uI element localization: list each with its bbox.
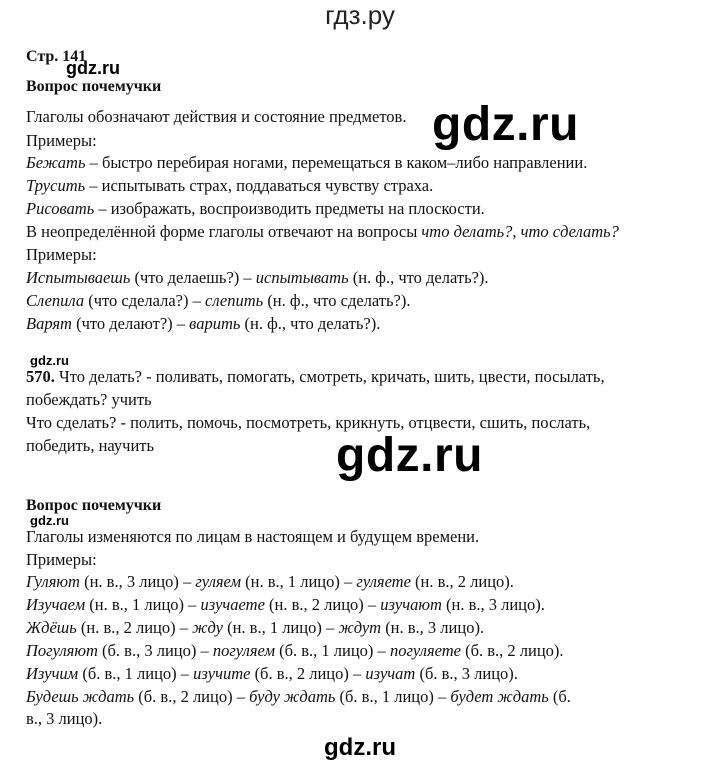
word: Изучим [26,664,79,683]
conjugation-row [26,686,571,708]
conjugation-row [26,640,564,662]
definition: – быстро перебирая ногами, перемещаться в каком–либо направлении. [85,153,588,172]
note: (б. в., 3 лицо) – [97,641,213,660]
exercise-line: Что сделать? - полить, помочь, посмотреть, крикнуть, отцвести, сшить, послать, [26,413,591,432]
footer-watermark[interactable]: gdz.ru [324,734,396,761]
word: изучат [365,664,416,683]
example-line [26,267,489,289]
word: изучают [380,595,442,614]
page-number: Стр. 141 [26,48,87,65]
section-heading: Вопрос почемучки [26,497,162,514]
word: испытывать [255,268,349,287]
word: Будешь ждать [26,687,135,706]
note: (б. в., 3 лицо). [415,664,518,683]
separator: , [512,222,521,241]
examples-label: Примеры: [26,550,97,569]
paragraph-line: Глаголы обозначают действия и состояние предметов. [26,107,407,126]
definition: – изображать, воспроизводить предметы на плоскости. [94,199,485,218]
note: (н. в., 2 лицо) – [264,595,381,614]
definition: – испытывать страх, поддаваться чувству страха. [85,176,434,195]
note: (н. в., 1 лицо) – [222,618,339,637]
word: изучите [193,664,251,683]
word: Варят [26,314,72,333]
word: варить [189,314,241,333]
note: (б. в., 1 лицо) – [335,687,451,706]
exercise-line: победить, научить [26,436,155,455]
exercise-text: Что делать? - поливать, помогать, смотреть, кричать, шить, цвести, посылать, [54,367,605,386]
note: (б. в., 1 лицо) – [78,664,194,683]
note: (н. ф., что делать?). [348,268,489,287]
example-line [26,198,485,220]
note: (н. ф., что делать?). [240,314,381,333]
note: (н. ф., что сделать?). [263,291,411,310]
watermark: gdz.ru [432,98,579,151]
example-line [26,313,380,335]
exercise-number: 570. [26,367,55,386]
word: жду [192,618,223,637]
example-line [26,175,433,197]
word: буду ждать [249,687,336,706]
word: будет ждать [450,687,549,706]
word: Погуляют [26,641,98,660]
paragraph-line: Глаголы изменяются по лицам в настоящем и будущем времени. [26,527,480,546]
note: (что делают?) – [71,314,190,333]
section-heading: Вопрос почемучки [26,78,162,95]
conjugation-row [26,594,545,616]
indef-text: В неопределённой форме глаголы отвечают на вопросы [26,222,422,241]
question: что делать? [421,222,513,241]
note: (н. в., 1 лицо) – [241,572,357,591]
word: Изучаем [26,595,86,614]
watermark: gdz.ru [336,429,483,482]
conjugation-row [26,617,484,639]
exercise-line: побеждать? учить [26,390,152,409]
note: (н. в., 1 лицо) – [85,595,201,614]
question: что сделать? [520,222,619,241]
paragraph-line [26,221,619,243]
word: погуляете [389,641,461,660]
note: (б. в., 2 лицо). [460,641,564,660]
term: Рисовать [26,199,95,218]
conjugation-row [26,571,514,593]
examples-label: Примеры: [26,245,97,264]
note: (что сделала?) – [84,291,205,310]
example-line [26,290,410,312]
word: Испытываешь [26,268,131,287]
word: слепить [205,291,264,310]
word: ждут [338,618,382,637]
note: (н. в., 2 лицо). [410,572,514,591]
watermark: gdz.ru [66,58,120,78]
word: погуляем [212,641,275,660]
term: Бежать [26,153,86,172]
examples-label: Примеры: [26,131,97,150]
note: (б. [548,687,571,706]
word: Слепила [26,291,85,310]
conjugation-row-end: в., 3 лицо). [26,709,103,728]
note: (н. в., 2 лицо) – [76,618,193,637]
exercise-line [26,366,605,388]
site-title[interactable]: гдз.ру [325,0,395,30]
term: Трусить [26,176,86,195]
word: Гуляют [26,572,80,591]
note: (н. в., 3 лицо) – [79,572,196,591]
note: (б. в., 1 лицо) – [274,641,390,660]
example-line [26,152,587,174]
watermark: gdz.ru [30,513,69,528]
note: (б. в., 2 лицо) – [250,664,366,683]
word: гуляем [195,572,241,591]
note: (что делаешь?) – [130,268,256,287]
word: Ждёшь [26,618,77,637]
word: изучаете [200,595,265,614]
note: (н. в., 3 лицо). [381,618,485,637]
watermark: gdz.ru [30,353,69,368]
note: (н. в., 3 лицо). [441,595,545,614]
word: гуляете [356,572,411,591]
note: (б. в., 2 лицо) – [134,687,250,706]
conjugation-row [26,663,518,685]
